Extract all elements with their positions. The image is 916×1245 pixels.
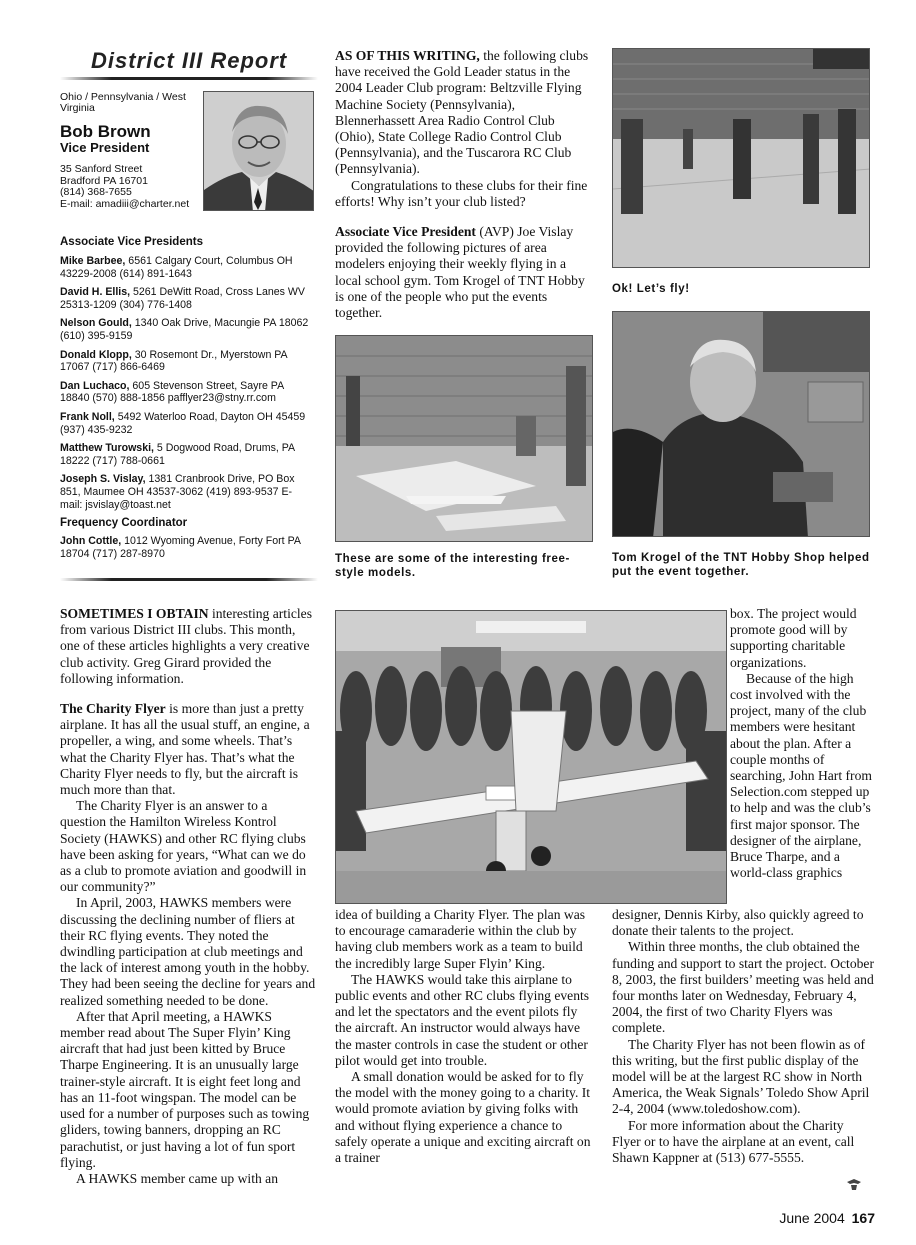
gold-leader-paragraph bbox=[335, 48, 591, 178]
avp-entry bbox=[60, 317, 312, 342]
group-airplane-illustration bbox=[336, 611, 727, 904]
gym-flying-photo bbox=[612, 48, 870, 268]
models-caption: These are some of the interesting free-style models. bbox=[335, 553, 570, 579]
article-left-column bbox=[60, 606, 316, 1187]
page-number: 167 bbox=[851, 1210, 875, 1226]
avp-name: Frank Noll, bbox=[60, 410, 115, 423]
fly-caption: Ok! Let’s fly! bbox=[612, 283, 690, 295]
avp-entry bbox=[60, 411, 312, 436]
congrats-paragraph: Congratulations to these clubs for their fine efforts! Why isn’t your club listed? bbox=[335, 177, 588, 209]
avp-details: 30 Rosemont Dr., Myerstown PA 17067 (717) 866-6469 bbox=[60, 348, 288, 374]
body-paragraph: For more information about the Charity Flyer or to have the airplane at an event, call Shawn Kappner at (513) 677-5555. bbox=[612, 1117, 855, 1166]
sidebar-bottom-divider bbox=[60, 578, 318, 581]
avp-name: Donald Klopp, bbox=[60, 348, 132, 361]
body-paragraph: Because of the high cost involved with the project, many of the club members were hesitant about the plan. After a couple months of searching, John Hart from Selection.com stepped up to help and was the club’s first major sponsor. The designer of the airplane, Bruce Tharpe, and a world-class graphics bbox=[730, 670, 872, 881]
avp-entry bbox=[60, 255, 312, 280]
avp-details: 1381 Cranbrook Drive, PO Box 851, Maumee OH 43537-3062 (419) 893-9537 E-mail: jsvislay@toast.net bbox=[60, 473, 295, 511]
avp-details: 5 Dogwood Road, Drums, PA 18222 (717) 788-0661 bbox=[60, 442, 295, 467]
lead-in: SOMETIMES I OBTAIN bbox=[60, 606, 209, 621]
body-paragraph: After that April meeting, a HAWKS member read about The Super Flyin’ King aircraft that had just been kitted by Bruce Tharpe Engineering. It is an unusually large trainer-style aircraft. It is eight feet long and has an 11-foot wingspan. The model can be used for a number of purposes such as towing gliders, towing banners, dropping an RC parachutist, or just having a lot of fun sport flying. bbox=[60, 1008, 310, 1170]
vp-role: Vice President bbox=[60, 140, 150, 155]
freestyle-models-photo bbox=[335, 335, 593, 542]
freq-details: 1012 Wyoming Avenue, Forty Fort PA 18704 (717) 287-8970 bbox=[60, 535, 301, 560]
avp-list bbox=[60, 255, 312, 517]
paragraph-text: the following clubs have received the Gold Leader status in the 2004 Leader Club program: Beltzville Flying Machine Society (Pennsylvania), Blennerhassett Area Radio Control Club (Ohio), State College Radio Control Club (Pennsylvania), and the Tuscarora RC Club (Pennsylvania). bbox=[335, 48, 589, 177]
avp-name: Mike Barbee, bbox=[60, 255, 126, 267]
charity-flyer-group-photo bbox=[335, 610, 727, 904]
issue-date: June 2004 bbox=[779, 1210, 845, 1226]
avp-entry bbox=[60, 380, 312, 405]
lead-in: The Charity Flyer bbox=[60, 701, 166, 717]
body-paragraph: The Charity Flyer is an answer to a question the Hamilton Wireless Kontrol Society (HAWKS) and other RC flying clubs have been asking for years, “What can we do as a club to promote aviation and goodwill in our community?” bbox=[60, 798, 307, 895]
avp-details: 5492 Waterloo Road, Dayton OH 45459 (937) 435-9232 bbox=[60, 410, 306, 436]
page-footer bbox=[750, 1210, 875, 1226]
avp-entry bbox=[60, 442, 312, 467]
body-paragraph: box. The project would promote good will by supporting charitable organizations. bbox=[730, 606, 857, 670]
avp-details: 5261 DeWitt Road, Cross Lanes WV 25313-1209 (304) 776-1408 bbox=[60, 286, 305, 311]
lead-in: AS OF THIS WRITING, bbox=[335, 48, 480, 63]
avp-name: Joseph S. Vislay, bbox=[60, 473, 146, 486]
vp-portrait-photo bbox=[203, 91, 314, 211]
avp-paragraph bbox=[335, 224, 591, 321]
freq-name: John Cottle, bbox=[60, 535, 122, 547]
paragraph-text: (AVP) Joe Vislay provided the following pictures of area modelers enjoying their weekly flying in a local school gym. Tom Krogel of TNT Hobby is one of the people who put the events together. bbox=[335, 224, 585, 321]
krogel-illustration bbox=[613, 312, 870, 537]
paragraph-text: interesting articles from various District III clubs. This month, one of these articles highlights a very creative club activity. Greg Girard provided the following information. bbox=[60, 606, 312, 686]
vp-contact bbox=[60, 164, 189, 210]
top-article bbox=[335, 48, 591, 321]
lead-in: Associate Vice President bbox=[335, 224, 476, 240]
avp-details: 605 Stevenson Street, Sayre PA 18840 (570) 888-1856 pafflyer23@stny.rr.com bbox=[60, 379, 284, 405]
region: Ohio / Pennsylvania / West Virginia bbox=[60, 91, 186, 114]
article-right-column-upper bbox=[730, 606, 872, 881]
charity-flyer-paragraph bbox=[60, 701, 316, 798]
vp-phone: (814) 368-7655 bbox=[60, 186, 132, 198]
avp-heading: Associate Vice Presidents bbox=[60, 236, 203, 248]
avp-entry bbox=[60, 473, 312, 511]
portrait-illustration bbox=[204, 92, 314, 211]
avp-details: 6561 Calgary Court, Columbus OH 43229-2008 (614) 891-1643 bbox=[60, 255, 293, 280]
gym-flying-illustration bbox=[613, 49, 870, 268]
body-paragraph: idea of building a Charity Flyer. The plan was to encourage camaraderie within the club by having club members work as a team to build the incredibly large Super Flyin’ King. bbox=[335, 907, 586, 971]
district-title: District III Report bbox=[91, 48, 288, 73]
krogel-caption: Tom Krogel of the TNT Hobby Shop helped put the event together. bbox=[612, 552, 870, 578]
avp-name: Matthew Turowski, bbox=[60, 442, 154, 455]
title-divider bbox=[60, 77, 318, 80]
freq-entry bbox=[60, 535, 312, 560]
avp-entry bbox=[60, 349, 312, 374]
freq-heading: Frequency Coordinator bbox=[60, 517, 188, 529]
avp-name: Dan Luchaco, bbox=[60, 379, 130, 392]
avp-details: 1340 Oak Drive, Macungie PA 18062 (610) 395-9159 bbox=[60, 317, 309, 342]
body-paragraph: In April, 2003, HAWKS members were discussing the declining number of fliers at their RC flying events. They noted the dwindling participation at club meetings and the lack of interest among youth in the hobby. They had been seeing the decline for years and realized something needed to be done. bbox=[60, 895, 316, 1008]
vp-address-street: 35 Sanford Street bbox=[60, 163, 143, 175]
intro-paragraph bbox=[60, 606, 316, 687]
paragraph-text: is more than just a pretty airplane. It has all the usual stuff, an engine, a propeller, a wing, and some wheels. That’s what the Charity Flyer has. That’s what the Charity Flyer needs to fly, but the aircraft is much more than that. bbox=[60, 701, 310, 798]
body-paragraph: The Charity Flyer has not been flowin as of this writing, but the first public display of the model will be at the largest RC show in North America, the Weak Signals’ Toledo Show April 2-4, 2004 (www.toledoshow.com). bbox=[612, 1036, 870, 1117]
vp-name: Bob Brown bbox=[60, 122, 151, 141]
gym-models-illustration bbox=[336, 336, 593, 542]
tom-krogel-photo bbox=[612, 311, 870, 537]
avp-entry bbox=[60, 286, 312, 311]
vp-address-city: Bradford PA 16701 bbox=[60, 174, 148, 187]
article-right-column-lower bbox=[612, 907, 874, 1166]
body-paragraph: Within three months, the club obtained the funding and support to start the project. October 8, 2003, the first builders’ meeting was held and four months later on Wednesday, February 4, 2004, the first of two Charity Flyers was complete. bbox=[612, 939, 874, 1036]
article-middle-column bbox=[335, 907, 593, 1166]
end-mark-icon bbox=[846, 1178, 862, 1192]
vp-email: E-mail: amadiii@charter.net bbox=[60, 197, 190, 210]
body-paragraph: The HAWKS would take this airplane to public events and other RC clubs flying events and let the spectators and the event pilots fly the aircraft. An instructor would always have the master controls in case the student or other pilot would get into trouble. bbox=[335, 971, 590, 1068]
body-paragraph: designer, Dennis Kirby, also quickly agreed to donate their talents to the project. bbox=[612, 907, 864, 939]
body-paragraph: A HAWKS member came up with an bbox=[76, 1170, 279, 1186]
avp-name: David H. Ellis, bbox=[60, 286, 131, 299]
freq-coordinator bbox=[60, 535, 312, 566]
body-paragraph: A small donation would be asked for to fly the model with the money going to a charity. It would promote aviation by giving folks with and without flying experience a chance to safely operate a unique and exciting aircraft on a trainer bbox=[335, 1069, 591, 1166]
avp-name: Nelson Gould, bbox=[60, 317, 132, 330]
